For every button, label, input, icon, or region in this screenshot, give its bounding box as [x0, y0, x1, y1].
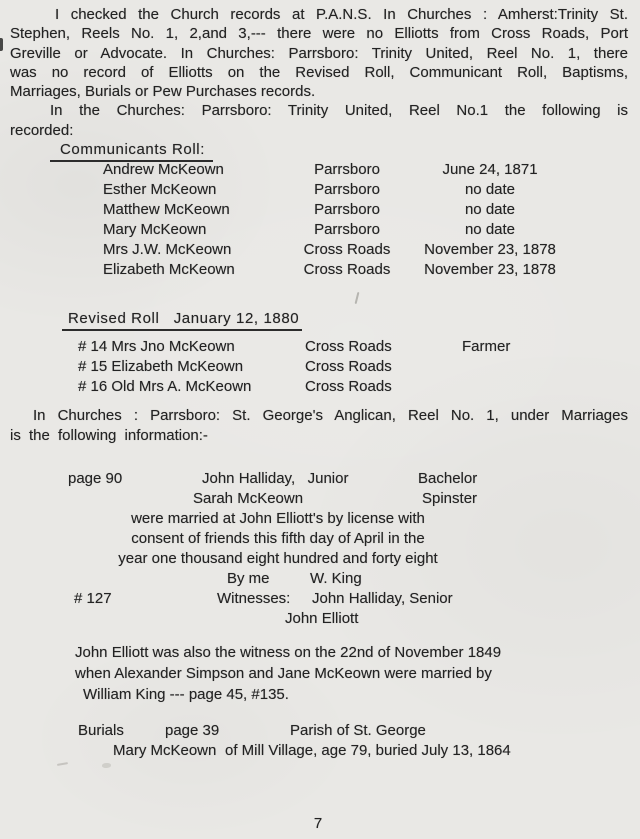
- member-place: Cross Roads: [305, 378, 392, 395]
- marriage-body-line: were married at John Elliott's by license with: [131, 510, 425, 527]
- officiant-name: W. King: [310, 570, 362, 587]
- st-george-intro-line: In Churches : Parrsboro: St. George's Anglican, Reel No. 1, under Marriages: [33, 407, 628, 424]
- communicant-place: Cross Roads: [303, 261, 391, 278]
- member-place: Cross Roads: [305, 358, 392, 375]
- communicant-place: Parrsboro: [314, 161, 380, 178]
- st-george-intro: [10, 406, 628, 446]
- member-name: # 14 Mrs Jno McKeown: [78, 338, 235, 355]
- intro-paragraph-line: Stephen, Reels No. 1, 2,and 3,--- there were no Elliotts from Cross Roads, Port: [10, 25, 628, 43]
- witness-name: John Halliday, Senior: [312, 590, 453, 607]
- burials-page-ref: page 39: [165, 722, 220, 739]
- burials-label: Burials: [78, 722, 124, 739]
- communicants-roll-table: [0, 160, 640, 280]
- revised-roll-table: [0, 337, 640, 397]
- groom-status: Bachelor: [418, 470, 478, 487]
- member-name: # 16 Old Mrs A. McKeown: [78, 378, 252, 395]
- communicants-roll-heading-text: Communicants Roll:: [50, 141, 213, 162]
- intro-paragraph-line: Greville or Advocate. In Churches: Parrsboro: Trinity United, Reel No. 1, there: [10, 44, 628, 62]
- burial-entry-detail: of Mill Village, age 79, buried July 13, 1864: [225, 742, 511, 759]
- scan-edge-mark: [0, 38, 3, 51]
- member-place: Cross Roads: [305, 338, 392, 355]
- intro-paragraph-line: recorded:: [10, 121, 74, 139]
- marriage-record: [0, 467, 640, 632]
- witness-name: John Elliott: [285, 610, 359, 627]
- page-number: 7: [313, 815, 323, 832]
- st-george-intro-line: is the following information:-: [10, 427, 208, 444]
- witness-note: [75, 642, 565, 705]
- marriage-body-line: year one thousand eight hundred and forty eight: [118, 550, 438, 567]
- table-row: [0, 180, 640, 200]
- communicants-roll-heading: [50, 141, 213, 162]
- scan-smudge: [355, 292, 360, 304]
- burial-entry-name: Mary McKeown: [113, 742, 217, 759]
- communicant-date: no date: [464, 221, 516, 238]
- intro-paragraph-line: In the Churches: Parrsboro: Trinity United, Reel No.1 the following is: [50, 102, 628, 120]
- bride-name: Sarah McKeown: [193, 490, 304, 507]
- marriage-page-ref: page 90: [68, 470, 123, 487]
- intro-paragraph-line: was no record of Elliotts on the Revised Roll, Communicant Roll, Baptisms,: [10, 63, 628, 81]
- communicant-date: June 24, 1871: [442, 161, 538, 178]
- member-name: # 15 Elizabeth McKeown: [78, 358, 244, 375]
- communicant-date: no date: [464, 201, 516, 218]
- burials-record: [0, 720, 640, 764]
- parish-name: Parish of St. George: [290, 722, 426, 739]
- table-row: [0, 200, 640, 220]
- communicant-place: Parrsboro: [314, 201, 380, 218]
- communicant-date: November 23, 1878: [424, 241, 556, 258]
- bride-status: Spinster: [422, 490, 478, 507]
- revised-roll-heading: [62, 310, 302, 331]
- marriage-body-line: consent of friends this fifth day of April in the: [131, 530, 425, 547]
- communicant-place: Parrsboro: [314, 181, 380, 198]
- communicant-name: Mrs J.W. McKeown: [103, 241, 232, 258]
- witness-note-line: when Alexander Simpson and Jane McKeown were married by: [75, 665, 492, 682]
- table-row: [0, 337, 640, 357]
- revised-roll-heading-text: Revised Roll January 12, 1880: [62, 310, 302, 331]
- groom-name: John Halliday, Junior: [202, 470, 349, 487]
- intro-paragraphs: [10, 5, 628, 140]
- communicant-name: Mary McKeown: [103, 221, 207, 238]
- witness-note-line: William King --- page 45, #135.: [83, 686, 289, 703]
- table-row: [0, 160, 640, 180]
- table-row: [0, 260, 640, 280]
- table-row: [0, 357, 640, 377]
- table-row: [0, 220, 640, 240]
- communicant-name: Matthew McKeown: [103, 201, 230, 218]
- communicant-name: Andrew McKeown: [103, 161, 224, 178]
- witnesses-label: Witnesses:: [217, 590, 291, 607]
- table-row: [0, 240, 640, 260]
- by-me-label: By me: [227, 570, 270, 587]
- communicant-date: November 23, 1878: [424, 261, 556, 278]
- witness-note-line: John Elliott was also the witness on the 22nd of November 1849: [75, 644, 502, 661]
- communicant-place: Parrsboro: [314, 221, 380, 238]
- member-occupation: Farmer: [462, 338, 511, 355]
- table-row: [0, 377, 640, 397]
- communicant-name: Esther McKeown: [103, 181, 217, 198]
- intro-paragraph-line: Marriages, Burials or Pew Purchases records.: [10, 83, 316, 101]
- communicant-date: no date: [464, 181, 516, 198]
- marriage-record-number: # 127: [74, 590, 112, 607]
- communicant-place: Cross Roads: [303, 241, 391, 258]
- communicant-name: Elizabeth McKeown: [103, 261, 235, 278]
- intro-paragraph-line: I checked the Church records at P.A.N.S. In Churches : Amherst:Trinity St.: [55, 6, 628, 23]
